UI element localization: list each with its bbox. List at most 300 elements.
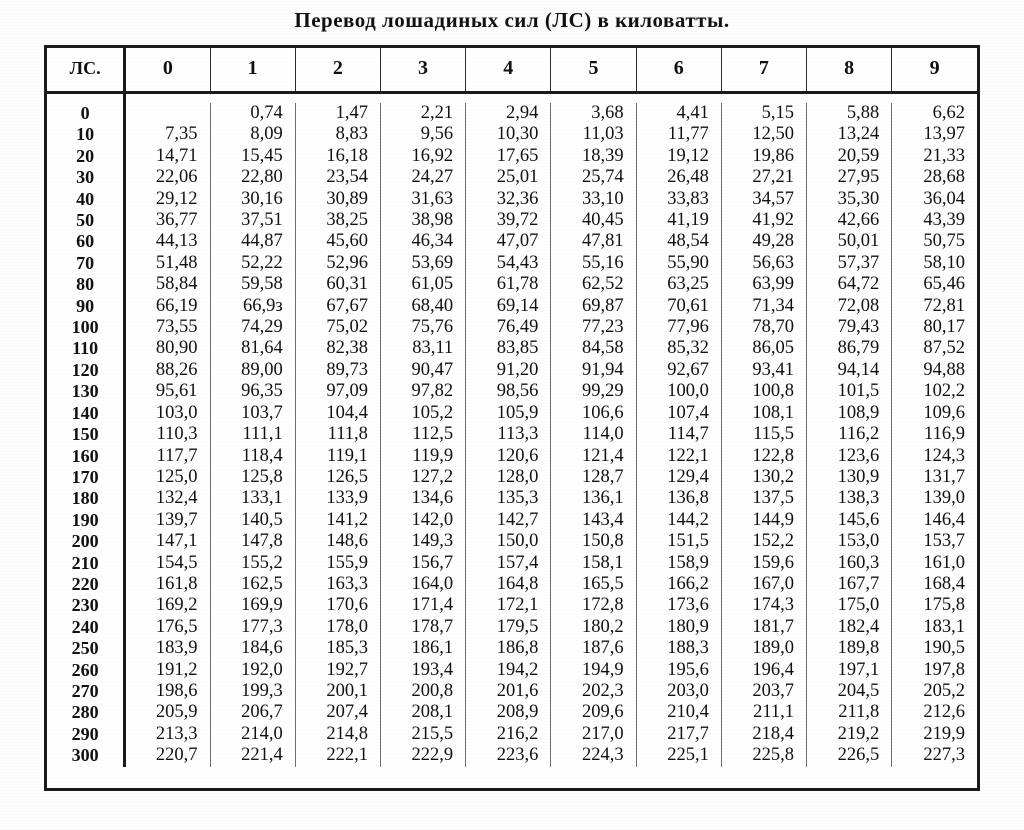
table-cell: 77,23 (551, 317, 636, 338)
table-cell: 109,6 (923, 402, 965, 423)
table-cell: 92,67 (636, 360, 721, 381)
table-spacer-cell (295, 93, 380, 104)
table-cell: 194,9 (551, 660, 636, 681)
row-header: 160 (47, 446, 125, 467)
table-cell: 47,81 (551, 231, 636, 252)
table-cell: 123,6 (807, 446, 892, 467)
table-cell: 80,90 (125, 338, 210, 359)
table-cell: 150,0 (466, 531, 551, 552)
table-cell: 157,4 (466, 553, 551, 574)
row-header: 250 (47, 638, 125, 659)
table-cell: 185,3 (295, 638, 380, 659)
table-row (47, 274, 977, 295)
table-cell: 1,47 (295, 103, 380, 124)
row-header: 230 (47, 595, 125, 616)
row-header: 200 (47, 531, 125, 552)
table-cell: 41,92 (721, 210, 806, 231)
table-cell: 177,3 (210, 617, 295, 638)
table-cell: 36,77 (125, 210, 210, 231)
table-cell: 173,6 (636, 595, 721, 616)
table-cell: 67,67 (295, 296, 380, 317)
table-spacer-cell (47, 93, 125, 104)
table-cell: 52,22 (210, 253, 295, 274)
table-cell: 106,6 (551, 403, 636, 424)
table-row (47, 638, 977, 659)
row-header: 170 (47, 467, 125, 488)
table-cell: 193,4 (380, 660, 465, 681)
table-cell: 198,6 (125, 681, 210, 702)
table-cell: 94,88 (923, 359, 965, 380)
table-cell: 44,13 (125, 231, 210, 252)
table-cell: 133,1 (210, 488, 295, 509)
table-cell: 208,9 (466, 702, 551, 723)
table-cell: 14,71 (125, 146, 210, 167)
table-spacer-cell (892, 93, 977, 104)
table-cell: 27,21 (721, 167, 806, 188)
table-cell: 146,4 (923, 509, 965, 530)
table-cell: 88,26 (125, 360, 210, 381)
table-cell: 140,5 (210, 510, 295, 531)
table-cell: 27,95 (807, 167, 892, 188)
table-cell: 8,09 (210, 124, 295, 145)
table-cell: 75,76 (380, 317, 465, 338)
table-row (47, 681, 977, 702)
table-cell: 219,2 (807, 724, 892, 745)
table-cell: 124,3 (923, 445, 965, 466)
table-cell: 86,79 (807, 338, 892, 359)
table-cell: 120,6 (466, 446, 551, 467)
table-cell: 151,5 (636, 531, 721, 552)
table-cell: 126,5 (295, 467, 380, 488)
table-cell: 48,54 (636, 231, 721, 252)
table-cell: 61,78 (466, 274, 551, 295)
table-cell: 34,57 (721, 189, 806, 210)
table-cell: 216,2 (466, 724, 551, 745)
table-cell: 117,7 (125, 446, 210, 467)
table-cell: 54,43 (466, 253, 551, 274)
table-cell: 75,02 (295, 317, 380, 338)
table-cell: 80,17 (923, 317, 965, 338)
table-cell: 89,00 (210, 360, 295, 381)
table-cell: 164,0 (380, 574, 465, 595)
table-cell: 186,8 (466, 638, 551, 659)
column-header-6: 6 (636, 48, 721, 93)
table-cell: 73,55 (125, 317, 210, 338)
table-cell: 97,82 (380, 381, 465, 402)
table-cell: 15,45 (210, 146, 295, 167)
row-header: 130 (47, 381, 125, 402)
table-cell: 79,43 (807, 317, 892, 338)
table-cell: 214,8 (295, 724, 380, 745)
row-header: 30 (47, 167, 125, 188)
table-cell: 23,54 (295, 167, 380, 188)
table-cell: 38,98 (380, 210, 465, 231)
table-cell: 222,1 (295, 745, 380, 766)
table-spacer-cell (636, 93, 721, 104)
table-row (47, 360, 977, 381)
table-cell: 154,5 (125, 553, 210, 574)
table-cell: 152,2 (721, 531, 806, 552)
table-cell: 62,52 (551, 274, 636, 295)
table-cell: 25,01 (466, 167, 551, 188)
table-cell: 89,73 (295, 360, 380, 381)
table-cell: 169,2 (125, 595, 210, 616)
table-cell: 81,64 (210, 338, 295, 359)
table-spacer-cell (807, 93, 892, 104)
table-cell: 121,4 (551, 446, 636, 467)
table-row (47, 745, 977, 766)
table-cell: 85,32 (636, 338, 721, 359)
table-cell: 76,49 (466, 317, 551, 338)
column-header-8: 8 (807, 48, 892, 93)
table-cell: 68,40 (380, 296, 465, 317)
table-cell: 59,58 (210, 274, 295, 295)
row-header: 290 (47, 724, 125, 745)
row-header: 270 (47, 681, 125, 702)
table-spacer-cell (466, 93, 551, 104)
table-cell: 138,3 (807, 488, 892, 509)
table-cell: 103,7 (210, 403, 295, 424)
table-cell: 148,6 (295, 531, 380, 552)
table-cell: 113,3 (466, 424, 551, 445)
table-cell: 192,7 (295, 660, 380, 681)
table-cell: 136,1 (551, 488, 636, 509)
table-cell: 83,11 (380, 338, 465, 359)
table-cell: 142,7 (466, 510, 551, 531)
table-cell: 206,7 (210, 702, 295, 723)
table-cell: 105,2 (380, 403, 465, 424)
table-cell: 26,48 (636, 167, 721, 188)
table-cell: 104,4 (295, 403, 380, 424)
table-cell: 82,38 (295, 338, 380, 359)
table-cell: 159,6 (721, 553, 806, 574)
table-cell: 195,6 (636, 660, 721, 681)
table-cell: 144,9 (721, 510, 806, 531)
table-cell: 209,6 (551, 702, 636, 723)
row-header: 260 (47, 660, 125, 681)
table-cell: 66,19 (125, 296, 210, 317)
table-cell: 192,0 (210, 660, 295, 681)
table-row (47, 531, 977, 552)
table-cell: 20,59 (807, 146, 892, 167)
table-cell: 45,60 (295, 231, 380, 252)
table-cell: 142,0 (380, 510, 465, 531)
table-cell: 219,9 (923, 723, 965, 744)
table-cell: 32,36 (466, 189, 551, 210)
column-header-7: 7 (721, 48, 806, 93)
table-cell: 141,2 (295, 510, 380, 531)
table-cell: 29,12 (125, 189, 210, 210)
table-cell: 11,77 (636, 124, 721, 145)
table-row (47, 103, 977, 124)
table-cell: 72,81 (923, 295, 965, 316)
table-cell: 178,7 (380, 617, 465, 638)
table-cell: 0,74 (210, 103, 295, 124)
table-cell: 139,7 (125, 510, 210, 531)
table-cell: 211,8 (807, 702, 892, 723)
column-header-3: 3 (380, 48, 465, 93)
table-cell: 105,9 (466, 403, 551, 424)
table-corner-label: ЛС. (47, 48, 125, 93)
row-header: 110 (47, 338, 125, 359)
table-cell: 155,9 (295, 553, 380, 574)
column-header-9: 9 (892, 48, 977, 93)
table-cell: 197,8 (923, 659, 965, 680)
table-row (47, 702, 977, 723)
table-cell: 11,03 (551, 124, 636, 145)
table-cell: 135,3 (466, 488, 551, 509)
header-row (47, 48, 977, 93)
table-cell: 96,35 (210, 381, 295, 402)
table-cell: 127,2 (380, 467, 465, 488)
table-cell: 13,97 (923, 124, 965, 145)
table-cell: 50,75 (923, 231, 965, 252)
table-cell: 72,08 (807, 296, 892, 317)
table-cell: 108,9 (807, 403, 892, 424)
table-cell: 51,48 (125, 253, 210, 274)
table-cell: 97,09 (295, 381, 380, 402)
table-cell: 21,33 (923, 145, 965, 166)
table-cell: 122,8 (721, 446, 806, 467)
table-cell: 69,14 (466, 296, 551, 317)
table-cell: 66,9з (210, 296, 295, 317)
table-cell: 203,0 (636, 681, 721, 702)
table-cell: 6,62 (932, 103, 965, 123)
table-cell: 101,5 (807, 381, 892, 402)
table-cell: 10,30 (466, 124, 551, 145)
table-cell: 91,20 (466, 360, 551, 381)
table-cell: 55,90 (636, 253, 721, 274)
table-cell: 169,9 (210, 595, 295, 616)
table-cell: 156,7 (380, 553, 465, 574)
table-cell: 91,94 (551, 360, 636, 381)
row-header: 80 (47, 274, 125, 295)
table-cell: 125,0 (125, 467, 210, 488)
row-header: 240 (47, 617, 125, 638)
table-cell: 116,2 (807, 424, 892, 445)
table-cell: 53,69 (380, 253, 465, 274)
table-cell: 112,5 (380, 424, 465, 445)
column-header-0: 0 (125, 48, 210, 93)
row-header: 90 (47, 296, 125, 317)
table-cell: 111,8 (295, 424, 380, 445)
table-cell: 218,4 (721, 724, 806, 745)
table-cell: 19,12 (636, 146, 721, 167)
table-cell: 28,68 (923, 167, 965, 188)
table-cell: 46,34 (380, 231, 465, 252)
table-cell: 107,4 (636, 403, 721, 424)
table-cell: 95,61 (125, 381, 210, 402)
table-cell: 214,0 (210, 724, 295, 745)
row-header: 70 (47, 253, 125, 274)
table-row (47, 338, 977, 359)
table-cell: 33,83 (636, 189, 721, 210)
table-cell: 77,96 (636, 317, 721, 338)
table-cell: 114,0 (551, 424, 636, 445)
table-cell: 36,04 (923, 188, 965, 209)
table-cell: 119,9 (380, 446, 465, 467)
conversion-table (47, 48, 977, 767)
table-cell: 197,1 (807, 660, 892, 681)
table-cell: 174,3 (721, 595, 806, 616)
table-cell: 116,9 (924, 424, 965, 445)
row-header: 20 (47, 146, 125, 167)
table-cell: 132,4 (125, 488, 210, 509)
table-cell: 99,29 (551, 381, 636, 402)
table-row (47, 660, 977, 681)
table-cell: 122,1 (636, 446, 721, 467)
table-cell: 179,5 (466, 617, 551, 638)
table-row (47, 231, 977, 252)
table-cell: 19,86 (721, 146, 806, 167)
table-cell: 227,3 (923, 745, 965, 766)
table-cell: 205,9 (125, 702, 210, 723)
table-cell: 153,7 (923, 531, 965, 552)
table-cell: 210,4 (636, 702, 721, 723)
table-cell: 24,27 (380, 167, 465, 188)
table-cell: 175,8 (923, 595, 965, 616)
table-cell: 3,68 (551, 103, 636, 124)
table-row (47, 553, 977, 574)
row-header: 180 (47, 488, 125, 509)
table-cell: 100,0 (636, 381, 721, 402)
table-cell: 211,1 (721, 702, 806, 723)
table-cell: 194,2 (466, 660, 551, 681)
table-cell: 50,01 (807, 231, 892, 252)
table-cell: 204,5 (807, 681, 892, 702)
table-cell: 71,34 (721, 296, 806, 317)
table-cell: 166,2 (636, 574, 721, 595)
table-cell: 100,8 (721, 381, 806, 402)
table-cell: 84,58 (551, 338, 636, 359)
column-header-2: 2 (295, 48, 380, 93)
table-cell: 187,6 (551, 638, 636, 659)
table-cell: 110,3 (125, 424, 210, 445)
table-cell: 175,0 (807, 595, 892, 616)
table-cell: 221,4 (210, 745, 295, 766)
table-cell: 176,5 (125, 617, 210, 638)
table-cell: 30,89 (295, 189, 380, 210)
table-cell: 182,4 (807, 617, 892, 638)
row-header: 190 (47, 510, 125, 531)
table-cell: 144,2 (636, 510, 721, 531)
table-cell: 137,5 (721, 488, 806, 509)
table-cell: 18,39 (551, 146, 636, 167)
table-cell: 226,5 (807, 745, 892, 766)
table-cell: 207,4 (295, 702, 380, 723)
table-cell: 170,6 (295, 595, 380, 616)
table-cell: 161,8 (125, 574, 210, 595)
column-header-4: 4 (466, 48, 551, 93)
table-cell: 213,3 (125, 724, 210, 745)
table-cell: 158,9 (636, 553, 721, 574)
table-cell: 178,0 (295, 617, 380, 638)
row-header: 40 (47, 189, 125, 210)
table-row (47, 167, 977, 188)
table-cell: 225,8 (721, 745, 806, 766)
table-cell: 167,7 (807, 574, 892, 595)
table-cell: 37,51 (210, 210, 295, 231)
row-header: 150 (47, 424, 125, 445)
table-cell: 43,39 (923, 210, 965, 231)
table-cell: 180,9 (636, 617, 721, 638)
table-cell: 58,10 (923, 252, 965, 273)
table-cell: 4,41 (636, 103, 721, 124)
table-cell: 158,1 (551, 553, 636, 574)
table-cell: 171,4 (380, 595, 465, 616)
table-spacer-row (47, 93, 977, 104)
table-cell: 130,2 (721, 467, 806, 488)
table-cell: 118,4 (210, 446, 295, 467)
table-cell: 25,74 (551, 167, 636, 188)
table-cell: 61,05 (380, 274, 465, 295)
row-header: 220 (47, 574, 125, 595)
table-cell: 74,29 (210, 317, 295, 338)
table-cell: 38,25 (295, 210, 380, 231)
table-cell: 9,56 (380, 124, 465, 145)
table-cell: 222,9 (380, 745, 465, 766)
table-cell: 55,16 (551, 253, 636, 274)
table-cell: 87,52 (923, 338, 965, 359)
row-header: 100 (47, 317, 125, 338)
row-header: 0 (47, 103, 125, 124)
table-row (47, 510, 977, 531)
table-row (47, 210, 977, 231)
table-spacer-cell (551, 93, 636, 104)
table-cell: 165,5 (551, 574, 636, 595)
table-cell: 167,0 (721, 574, 806, 595)
table-cell: 183,1 (923, 616, 965, 637)
table-cell: 22,80 (210, 167, 295, 188)
table-cell: 130,9 (807, 467, 892, 488)
table-cell: 5,88 (807, 103, 892, 124)
table-cell: 128,7 (551, 467, 636, 488)
table-cell: 63,99 (721, 274, 806, 295)
table-cell: 161,0 (923, 552, 965, 573)
table-cell: 86,05 (721, 338, 806, 359)
row-header: 50 (47, 210, 125, 231)
table-cell: 200,1 (295, 681, 380, 702)
table-cell: 22,06 (125, 167, 210, 188)
table-cell: 90,47 (380, 360, 465, 381)
table-cell: 172,1 (466, 595, 551, 616)
conversion-table-frame (44, 45, 980, 791)
table-cell: 155,2 (210, 553, 295, 574)
table-cell: 49,28 (721, 231, 806, 252)
table-cell: 16,18 (295, 146, 380, 167)
table-cell: 114,7 (636, 424, 721, 445)
page-title: Перевод лошадиных сил (ЛС) в киловатты. (294, 8, 730, 32)
table-row (47, 724, 977, 745)
table-row (47, 381, 977, 402)
table-cell (125, 103, 210, 124)
table-cell: 2,21 (380, 103, 465, 124)
table-cell: 131,7 (923, 466, 965, 487)
table-cell: 93,41 (721, 360, 806, 381)
table-row (47, 189, 977, 210)
table-cell: 12,50 (721, 124, 806, 145)
table-cell: 189,0 (721, 638, 806, 659)
table-cell: 186,1 (380, 638, 465, 659)
table-cell: 8,83 (295, 124, 380, 145)
table-cell: 160,3 (807, 553, 892, 574)
table-cell: 63,25 (636, 274, 721, 295)
table-cell: 139,0 (923, 488, 965, 509)
table-cell: 164,8 (466, 574, 551, 595)
table-body (47, 93, 977, 767)
table-cell: 212,6 (923, 702, 965, 723)
row-header: 60 (47, 231, 125, 252)
